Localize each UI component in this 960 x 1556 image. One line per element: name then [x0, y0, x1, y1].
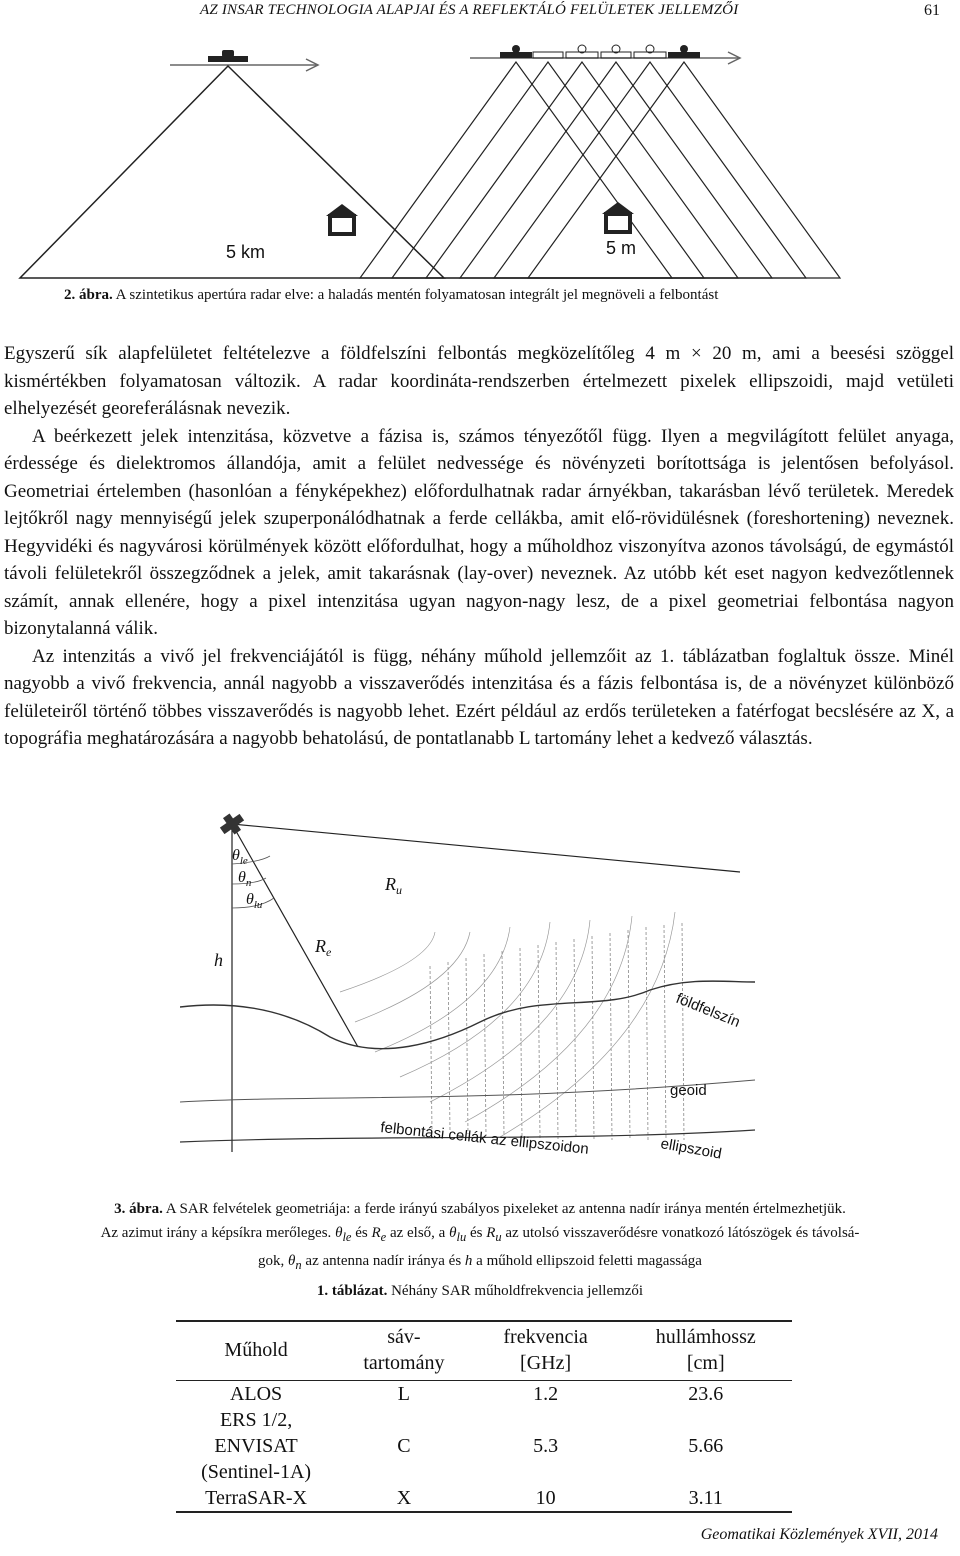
paragraph: Az intenzitás a vivő jel frekvenciájától is függ, néhány műhold jellemzőit az 1. táblázatban foglaltuk össze. Minél nagyobb a vivő frekvencia, annál nagyobb a visszaverődés intenzitása és a fázis felbontása is, de a növényzet különböző felületeiről történő többes visszaverődés is nagyobb lehet. Ezért például az erdős területeken a fatérfogat becslésére az X, a topográfia meghatározására a nagyobb behatolású, de pontatlanabb L tartomány lehet a kedvező választás. — [4, 645, 954, 749]
label-theta-lu: $\theta_{lu}$ — [246, 891, 263, 911]
running-header: AZ INSAR TECHNOLOGIA ALAPJAI ÉS A REFLEKTÁLÓ FELÜLETEK JELLEMZŐI — [200, 2, 739, 18]
col-header-band: sáv- tartomány — [336, 1321, 472, 1381]
figure-2-caption — [64, 287, 718, 304]
table-row: ALOS L 1.2 23.6 — [229, 1383, 724, 1405]
label-ellipsoid: ellipszoid — [659, 1135, 724, 1163]
terrain-surface — [180, 981, 755, 1049]
col-header-wavelength: hullámhossz [cm] — [620, 1321, 793, 1381]
synthetic-beams — [360, 62, 840, 278]
label-R-e: $R_e$ — [315, 936, 332, 959]
table-1-caption: 1. táblázat. Néhány SAR műholdfrekvencia jellemzői — [316, 1283, 644, 1299]
paragraph: A beérkezett jelek intenzitása, közvetve a fázisa is, számos tényezőtől függ. Ilyen a megvilágított felület anyaga, érdessége és dielektromos állandója, amit a felület nedvessége és növényzeti borítottsága is jelentősen befolyásol. Geometriai értelemben (hasonlóan a fényképekhez) előfordulhatnak radar árnyékban, takarásban lévő területek. Meredek lejtőkről nagy mennyiségű jelek szuperponálódhatnak a ferde cellákba, amit elő-rövidülésnek (foreshortening) neveznek. Hegyvidéki és nagyvárosi körülmények között előfordulhat, hogy a műholdhoz viszonyítva azonos távolságú, de egymástól távoli felületekről összegződnek a jelek, amit takarásnak (lay-over) neveznek. Az utóbb két eset nagyon kedvezőtlennek számít, annak ellenére, hogy a pixel intenzitása ugyan nagyon-nagy lesz, de a pixel geometriai felbontása nagyon bizonytalanná válik. — [4, 425, 954, 639]
satellite-table — [176, 1320, 792, 1513]
col-header-satellite: Műhold — [176, 1321, 336, 1381]
page-number: 61 — [924, 2, 940, 19]
house-icon — [602, 202, 634, 232]
antenna-icon — [634, 45, 666, 58]
body-text — [4, 340, 954, 753]
figure-3-sar-geometry — [180, 812, 760, 1184]
journal-footer: Geomatikai Közlemények XVII, 2014 — [700, 1526, 938, 1543]
antenna-icon — [601, 45, 631, 58]
table-row: TerraSAR-X X 10 3.11 — [176, 1485, 792, 1512]
label-theta-n: $\theta_n$ — [238, 869, 252, 889]
range-arcs — [340, 912, 675, 1137]
caption-text: A szintetikus apertúra radar elve: a haladás mentén folyamatosan integrált jel megnöveli a felbontást — [112, 287, 719, 303]
antenna-icon — [668, 45, 700, 58]
col-header-frequency: frekvencia [GHz] — [472, 1321, 620, 1381]
resolution-cells — [430, 923, 684, 1140]
range-last-return — [232, 824, 740, 872]
scale-label-right: 5 m — [606, 238, 637, 258]
house-icon — [326, 204, 358, 234]
antenna-icon — [533, 52, 563, 58]
scale-label-left: 5 km — [226, 242, 266, 262]
label-surface: földfelszín — [673, 989, 743, 1032]
range-first-return — [232, 824, 358, 1047]
caption-label: 3. ábra. — [114, 1201, 163, 1217]
figure-2-sar-principle — [0, 40, 960, 280]
label-theta-le: $\theta_{le}$ — [232, 847, 248, 867]
label-h: h — [214, 950, 223, 970]
figure-3-caption: 3. ábra. A SAR felvételek geometriája: a ferde irányú szabályos pixeleket az antenna nadír iránya mentén értelmezhetjük. Az azimut irány a képsíkra merőleges. $\theta_{le}$ és $R_e$ az első, a $\theta_{lu}$ és $R_u$ az utolsó visszaverődésre vonatkozó látószögek és távolsá- gok, $\theta_n$ az antenna nadír iránya és h a műhold ellipszoid feletti magassága — [100, 1201, 860, 1272]
table-row: ERS 1/2, ENVISAT (Sentinel-1A) C 5.3 5.66 — [201, 1409, 724, 1483]
antenna-icon — [208, 50, 248, 62]
caption-label: 2. ábra. — [64, 287, 113, 303]
antenna-icon — [500, 45, 532, 58]
label-R-u: $R_u$ — [385, 874, 402, 897]
antenna-icon — [566, 45, 598, 58]
label-geoid: geoid — [670, 1082, 707, 1099]
paragraph: Egyszerű sík alapfelületet feltételezve a földfelszíni felbontás megközelítőleg 4 m × 20 m, ami a beesési szöggel kismértékben folyamatosan változik. A radar koordináta-rendszerben értelmezett pixelek ellipszoidi, majd vetületi elhelyezését georeferálásnak nevezik. — [4, 343, 954, 419]
label-cells: felbontási cellák az ellipszoidon — [379, 1119, 590, 1158]
